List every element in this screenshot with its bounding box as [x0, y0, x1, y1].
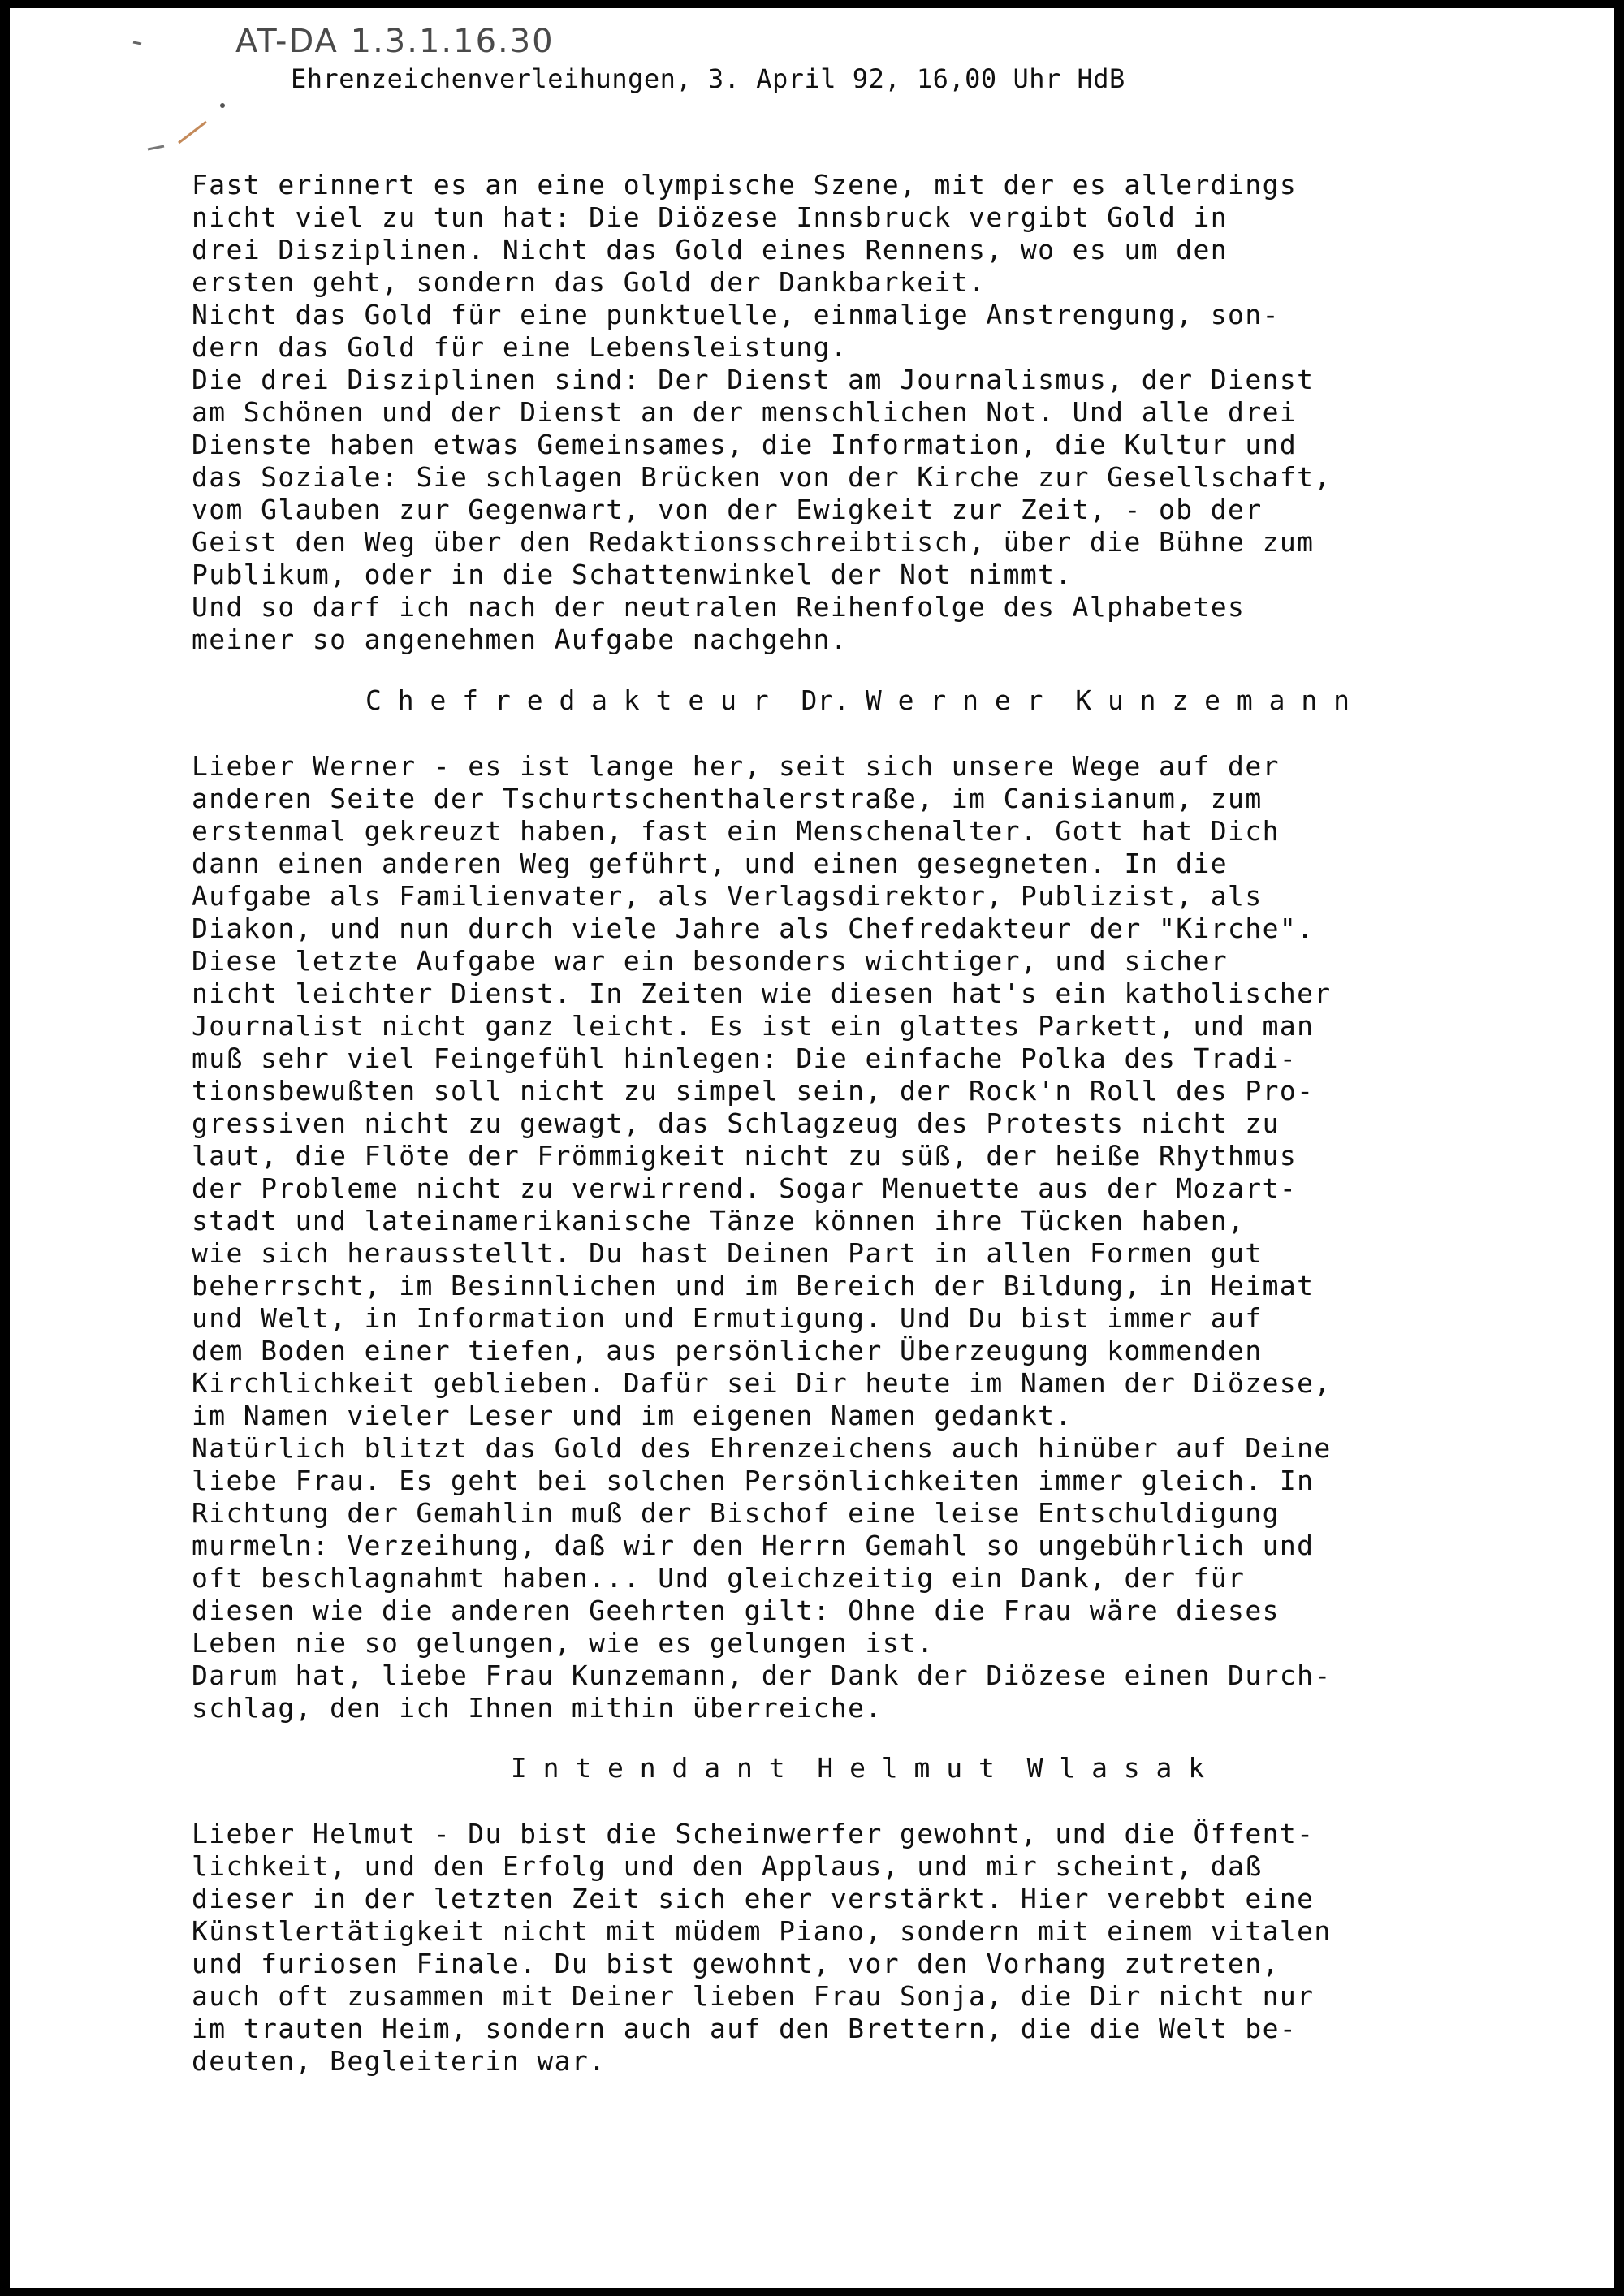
text-line: nicht viel zu tun hat: Die Diözese Innsbruck vergibt Gold in: [192, 201, 1229, 233]
text-line: im Namen vieler Leser und im eigenen Namen gedankt.: [192, 1400, 1073, 1431]
text-line: und furiosen Finale. Du bist gewohnt, vor den Vorhang zutreten,: [192, 1948, 1280, 1979]
handwritten-archive-reference: AT-DA 1.3.1.16.30: [235, 23, 555, 60]
text-line: ersten geht, sondern das Gold der Dankbarkeit.: [192, 266, 987, 298]
text-line: murmeln: Verzeihung, daß wir den Herrn Gemahl so ungebührlich und: [192, 1530, 1315, 1561]
text-line: stadt und lateinamerikanische Tänze können ihre Tücken haben,: [192, 1205, 1246, 1236]
text-line: Diakon, und nun durch viele Jahre als Chefredakteur der "Kirche".: [192, 913, 1315, 944]
document-page: [10, 8, 1614, 2288]
text-line: Fast erinnert es an eine olympische Szene, mit der es allerdings: [192, 169, 1298, 201]
text-line: vom Glauben zur Gegenwart, von der Ewigkeit zur Zeit, - ob der: [192, 494, 1263, 525]
text-line: Leben nie so gelungen, wie es gelungen ist.: [192, 1627, 935, 1659]
text-line: anderen Seite der Tschurtschenthalerstraße, im Canisianum, zum: [192, 783, 1263, 814]
text-line: Lieber Helmut - Du bist die Scheinwerfer gewohnt, und die Öffent-: [192, 1818, 1315, 1849]
wlasak-paragraph: [192, 1818, 1588, 2078]
text-line: beherrscht, im Besinnlichen und im Bereich der Bildung, in Heimat: [192, 1270, 1315, 1301]
text-line: tionsbewußten soll nicht zu simpel sein, der Rock'n Roll des Pro-: [192, 1075, 1315, 1107]
text-line: und Welt, in Information und Ermutigung. Und Du bist immer auf: [192, 1302, 1263, 1334]
pencil-tick-mark: [130, 31, 162, 55]
text-line: Kirchlichkeit geblieben. Dafür sei Dir heute im Namen der Diözese,: [192, 1367, 1332, 1399]
text-line: meiner so angenehmen Aufgabe nachgehn.: [192, 624, 849, 655]
document-header: Ehrenzeichenverleihungen, 3. April 92, 16,00 Uhr HdB: [291, 63, 1125, 94]
text-line: dann einen anderen Weg geführt, und einen gesegneten. In die: [192, 848, 1229, 879]
text-line: am Schönen und der Dienst an der menschlichen Not. Und alle drei: [192, 396, 1298, 428]
text-line: lichkeit, und den Erfolg und den Applaus, und mir scheint, daß: [192, 1850, 1263, 1882]
intro-paragraph: [192, 169, 1588, 656]
text-line: Darum hat, liebe Frau Kunzemann, der Dank der Diözese einen Durch-: [192, 1659, 1332, 1691]
text-line: oft beschlagnahmt haben... Und gleichzeitig ein Dank, der für: [192, 1562, 1246, 1594]
section-heading-kunzemann: C h e f r e d a k t e u r Dr. W e r n e r K u n z e m a n n: [365, 684, 1350, 716]
text-line: Aufgabe als Familienvater, als Verlagsdirektor, Publizist, als: [192, 880, 1263, 912]
text-line: Natürlich blitzt das Gold des Ehrenzeichens auch hinüber auf Deine: [192, 1432, 1332, 1464]
text-line: muß sehr viel Feingefühl hinlegen: Die einfache Polka des Tradi-: [192, 1042, 1298, 1074]
text-line: Dienste haben etwas Gemeinsames, die Information, die Kultur und: [192, 429, 1298, 460]
text-line: gressiven nicht zu gewagt, das Schlagzeug des Protests nicht zu: [192, 1107, 1280, 1139]
text-line: diesen wie die anderen Geehrten gilt: Ohne die Frau wäre dieses: [192, 1595, 1280, 1626]
text-line: dern das Gold für eine Lebensleistung.: [192, 331, 849, 363]
pencil-stroke-mark: [132, 89, 237, 162]
text-line: deuten, Begleiterin war.: [192, 2045, 607, 2077]
text-line: Und so darf ich nach der neutralen Reihenfolge des Alphabetes: [192, 591, 1246, 623]
text-line: Geist den Weg über den Redaktionsschreibtisch, über die Bühne zum: [192, 526, 1315, 558]
text-line: Künstlertätigkeit nicht mit müdem Piano, sondern mit einem vitalen: [192, 1915, 1332, 1947]
text-line: laut, die Flöte der Frömmigkeit nicht zu süß, der heiße Rhythmus: [192, 1140, 1298, 1172]
text-line: nicht leichter Dienst. In Zeiten wie diesen hat's ein katholischer: [192, 978, 1332, 1009]
text-line: das Soziale: Sie schlagen Brücken von der Kirche zur Gesellschaft,: [192, 461, 1332, 493]
text-line: Richtung der Gemahlin muß der Bischof eine leise Entschuldigung: [192, 1497, 1280, 1529]
text-line: Nicht das Gold für eine punktuelle, einmalige Anstrengung, son-: [192, 299, 1280, 330]
text-line: Publikum, oder in die Schattenwinkel der Not nimmt.: [192, 559, 1073, 590]
text-line: der Probleme nicht zu verwirrend. Sogar Menuette aus der Mozart-: [192, 1172, 1298, 1204]
text-line: schlag, den ich Ihnen mithin überreiche.: [192, 1692, 883, 1724]
kunzemann-paragraph: [192, 750, 1588, 1724]
text-line: Lieber Werner - es ist lange her, seit sich unsere Wege auf der: [192, 750, 1280, 782]
text-line: dem Boden einer tiefen, aus persönlicher Überzeugung kommenden: [192, 1335, 1263, 1366]
text-line: wie sich herausstellt. Du hast Deinen Part in allen Formen gut: [192, 1237, 1263, 1269]
text-line: Journalist nicht ganz leicht. Es ist ein glattes Parkett, und man: [192, 1010, 1315, 1042]
text-line: Diese letzte Aufgabe war ein besonders wichtiger, und sicher: [192, 945, 1229, 977]
text-line: liebe Frau. Es geht bei solchen Persönlichkeiten immer gleich. In: [192, 1465, 1315, 1496]
text-line: im trauten Heim, sondern auch auf den Brettern, die die Welt be-: [192, 2013, 1298, 2044]
text-line: erstenmal gekreuzt haben, fast ein Menschenalter. Gott hat Dich: [192, 815, 1280, 847]
text-line: dieser in der letzten Zeit sich eher verstärkt. Hier verebbt eine: [192, 1883, 1315, 1914]
text-line: drei Disziplinen. Nicht das Gold eines Rennens, wo es um den: [192, 234, 1229, 265]
section-heading-wlasak: I n t e n d a n t H e l m u t W l a s a k: [510, 1752, 1205, 1784]
text-line: auch oft zusammen mit Deiner lieben Frau Sonja, die Dir nicht nur: [192, 1980, 1315, 2012]
text-line: Die drei Disziplinen sind: Der Dienst am Journalismus, der Dienst: [192, 364, 1315, 395]
